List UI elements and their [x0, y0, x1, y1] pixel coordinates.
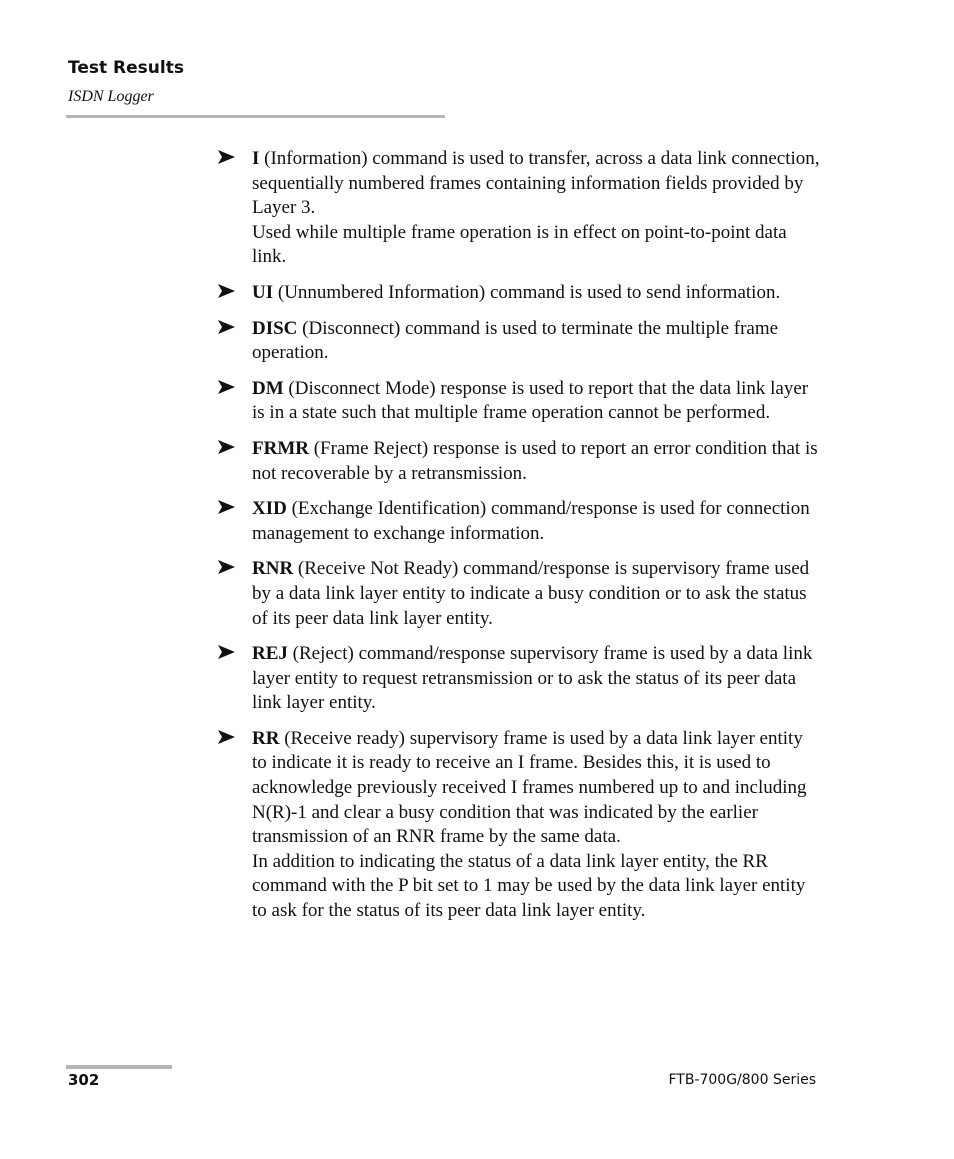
bullet-list	[216, 147, 821, 935]
item-term: DM	[252, 377, 284, 399]
product-series: FTB-700G/800 Series	[668, 1072, 816, 1088]
item-extra: Used while multiple frame operation is in effect on point-to-point data link.	[252, 221, 787, 268]
list-item	[216, 437, 821, 486]
item-text: (Information) command is used to transfer, across a data link connection, sequentially numbered frames containing information fields provided by Layer 3.	[252, 148, 820, 219]
page-number: 302	[68, 1071, 100, 1089]
arrowhead-bullet-icon	[216, 644, 236, 660]
item-text: (Reject) command/response supervisory frame is used by a data link layer entity to request retransmission or to ask the status of its peer data link layer entity.	[252, 643, 813, 714]
section-title: Test Results	[68, 58, 184, 78]
item-term: REJ	[252, 643, 288, 665]
item-text: (Disconnect Mode) response is used to report that the data link layer is in a state such that multiple frame operation cannot be performed.	[252, 377, 809, 424]
item-term: DISC	[252, 317, 298, 339]
list-item	[216, 281, 821, 306]
arrowhead-bullet-icon	[216, 559, 236, 575]
item-text: (Receive Not Ready) command/response is supervisory frame used by a data link layer entity to indicate a busy condition or to ask the status of its peer data link layer entity.	[252, 558, 810, 629]
arrowhead-bullet-icon	[216, 149, 236, 165]
arrowhead-bullet-icon	[216, 439, 236, 455]
item-term: RR	[252, 727, 280, 749]
item-text: (Disconnect) command is used to terminate the multiple frame operation.	[252, 317, 779, 364]
item-term: FRMR	[252, 437, 309, 459]
arrowhead-bullet-icon	[216, 729, 236, 745]
item-extra: In addition to indicating the status of a data link layer entity, the RR command with the P bit set to 1 may be used by the data link layer entity to ask for the status of its peer data link layer entity.	[252, 850, 806, 922]
item-term: I	[252, 148, 260, 169]
list-item	[216, 557, 821, 631]
item-text: (Exchange Identification) command/response is used for connection management to exchange information.	[252, 498, 810, 544]
arrowhead-bullet-icon	[216, 499, 236, 515]
list-item	[216, 377, 821, 426]
item-term: XID	[252, 498, 287, 520]
arrowhead-bullet-icon	[216, 283, 236, 299]
item-text: (Unnumbered Information) command is used to send information.	[273, 281, 781, 303]
item-term: RNR	[252, 558, 294, 580]
arrowhead-bullet-icon	[216, 379, 236, 395]
section-subtitle: ISDN Logger	[68, 88, 154, 105]
list-item	[216, 727, 821, 924]
item-term: UI	[252, 281, 274, 303]
list-item	[216, 147, 821, 270]
item-text: (Receive ready) supervisory frame is used by a data link layer entity to indicate it is ready to receive an I frame. Besides this, it is used to acknowledge previously received I frames numbered up to and including N(R)-1 and clear a busy condition that was indicated by the earlier transmission of an RNR frame by the same data.	[252, 727, 807, 848]
list-item	[216, 317, 821, 366]
footer-divider	[66, 1065, 172, 1069]
item-text: (Frame Reject) response is used to report an error condition that is not recoverable by a retransmission.	[252, 437, 818, 484]
header-divider	[66, 115, 445, 118]
list-item	[216, 642, 821, 716]
list-item	[216, 497, 821, 546]
arrowhead-bullet-icon	[216, 319, 236, 335]
